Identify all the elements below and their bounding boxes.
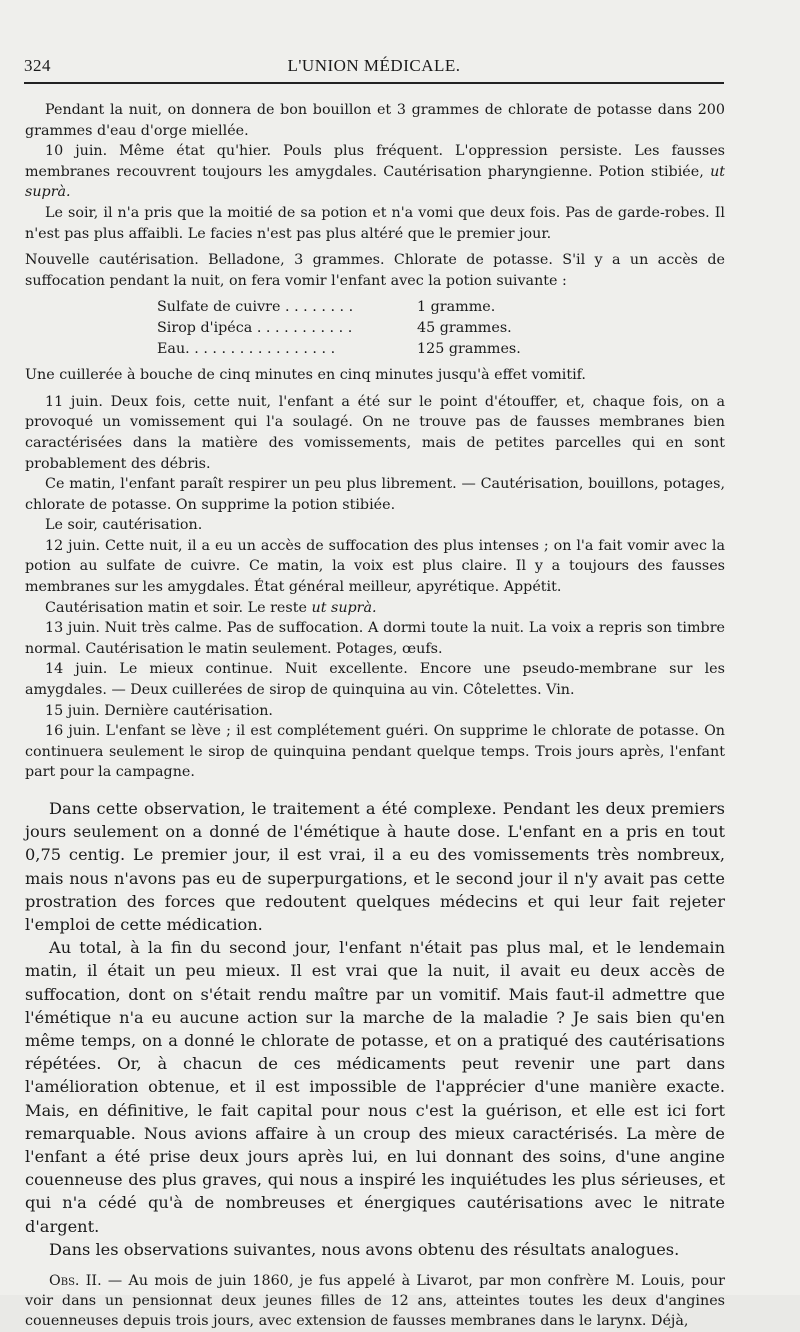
paragraph: Une cuillerée à bouche de cinq minutes en cinq minutes jusqu'à effet vomitif. [25,367,586,384]
day-entry: Ce matin, l'enfant paraît respirer un peu plus librement. — Cautérisation, bouillons, potages, chlorate de potasse. On supprime la potion stibiée. [25,476,725,513]
day-entry: 16 juin. L'enfant se lève ; il est complétement guéri. On supprime le chlorate de potasse. On continuera seulement le sirop de quinquina pendant quelque temps. Trois jours après, l'enfant part pour la campagne. [25,723,725,781]
prescription-row [157,339,557,360]
paragraph: Dans cette observation, le traitement a été complexe. Pendant les deux premiers jours seulement on a donné de l'émétique à haute dose. L'enfant en a pris en tout 0,75 centig. Le premier jour, il est vrai, il a eu des vomissements très nombreux, mais nous n'avons pas eu de superpurgations, et le second jour il n'y avait pas cette prostration des forces que redoutent quelques médecins et qui leur fait rejeter l'emploi de cette médication. [25,799,725,935]
discussion [25,797,725,1261]
paragraph: Pendant la nuit, on donnera de bon bouillon et 3 grammes de chlorate de potasse dans 200 grammes d'eau d'orge miellée. [25,102,725,139]
prescription-row [157,297,557,318]
paragraph-text: Cautérisation matin et soir. Le reste [45,599,307,616]
paragraph: Au total, à la fin du second jour, l'enfant n'était pas plus mal, et le lendemain matin, il était un peu mieux. Il est vrai que la nuit, il avait eu deux accès de suffocation, dont on s'était rendu maître par un vomitif. Mais faut-il admettre que l'émétique n'a eu aucune action sur la marche de la maladie ? Je sais bien qu'en même temps, on a donné le chlorate de potasse, et on a pratiqué des cautérisations répétées. Or, à chacun de ces médicaments peut revenir une part dans l'amélioration obtenue, et il est impossible de l'apprécier d'une manière exacte. Mais, en définitive, le fait capital pour nous c'est la guérison, et elle est ici fort remarquable. Nous avions affaire à un croup des mieux caractérisés. La mère de l'enfant a été prise deux jours après lui, en lui donnant des soins, d'une angine couenneuse des plus graves, qui nous a inspiré les inquiétudes les plus sérieuses, et qui n'a cédé qu'à de nombreuses et énergiques cautérisations avec le nitrate d'argent. [25,938,725,1236]
paragraph: Le soir, il n'a pris que la moitié de sa potion et n'a vomi que deux fois. Pas de garde-robes. Il n'est pas plus affaibli. Le facies n'est pas plus altéré que le premier jour. [25,204,725,242]
observation-text: — Au mois de juin 1860, je fus appelé à Livarot, par mon confrère M. Louis, pour voir dans un pensionnat deux jeunes filles de 12 ans, atteintes toutes les deux d'angines couenneuses depuis trois jours, avec extension de fausses membranes dans le larynx. Déjà, [25,1273,725,1330]
day-entry: 12 juin. Cette nuit, il a eu un accès de suffocation des plus intenses ; on l'a fait vomir avec la potion au sulfate de cuivre. Ce matin, la voix est plus claire. Il y a toujours des fausses membranes sur les amygdales. État général meilleur, apyrétique. Appétit. [25,537,725,596]
observation-label: Obs. II. [49,1273,102,1290]
day-entry: Le soir, cautérisation. [45,517,203,534]
ingredient: Sulfate de cuivre . . . . . . . . [157,299,354,316]
ut-supra: ut suprà. [311,599,377,616]
page-content [25,100,725,1332]
observation [25,1271,725,1332]
ut-supra: ut suprà. [25,163,726,201]
paragraph: Nouvelle cautérisation. Belladone, 3 grammes. Chlorate de potasse. S'il y a un accès de suffocation pendant la nuit, on fera vomir l'enfant avec la potion suivante : [25,252,725,289]
paragraph: Dans les observations suivantes, nous avons obtenu des résultats analogues. [49,1239,680,1259]
paragraph [25,141,725,203]
day-entry: 13 juin. Nuit très calme. Pas de suffocation. A dormi toute la nuit. La voix a repris son timbre normal. Cautérisation le matin seulement. Potages, œufs. [25,620,725,657]
quantity: 125 grammes. [417,340,521,357]
case-notes [25,100,725,783]
page-number: 324 [24,56,51,75]
prescription [157,297,557,359]
ingredient: Sirop d'ipéca . . . . . . . . . . . [157,319,353,336]
journal-title: L'UNION MÉDICALE. [287,56,461,75]
paragraph-text: 10 juin. Même état qu'hier. Pouls plus fréquent. L'oppression persiste. Les fausses membranes recouvrent toujours les amygdales. Cautérisation pharyngienne. Potion stibiée, [25,143,725,180]
day-entry: 14 juin. Le mieux continue. Nuit excellente. Encore une pseudo-membrane sur les amygdales. — Deux cuillerées de sirop de quinquina au vin. Côtelettes. Vin. [25,661,725,699]
quantity: 1 gramme. [417,299,496,316]
prescription-row [157,318,557,339]
running-header [24,52,724,84]
day-entry: 15 juin. Dernière cautérisation. [45,702,273,719]
day-entry: 11 juin. Deux fois, cette nuit, l'enfant a été sur le point d'étouffer, et, chaque fois, on a provoqué un vomissement qui l'a soulagé. On ne trouve pas de fausses membranes bien caractérisées dans la matière des vomissements, mais de petites parcelles qui en sont probablement des débris. [25,393,725,472]
quantity: 45 grammes. [417,319,512,336]
observation-paragraph [25,1271,725,1332]
ingredient: Eau. . . . . . . . . . . . . . . . . [157,340,336,357]
day-entry [25,598,725,619]
